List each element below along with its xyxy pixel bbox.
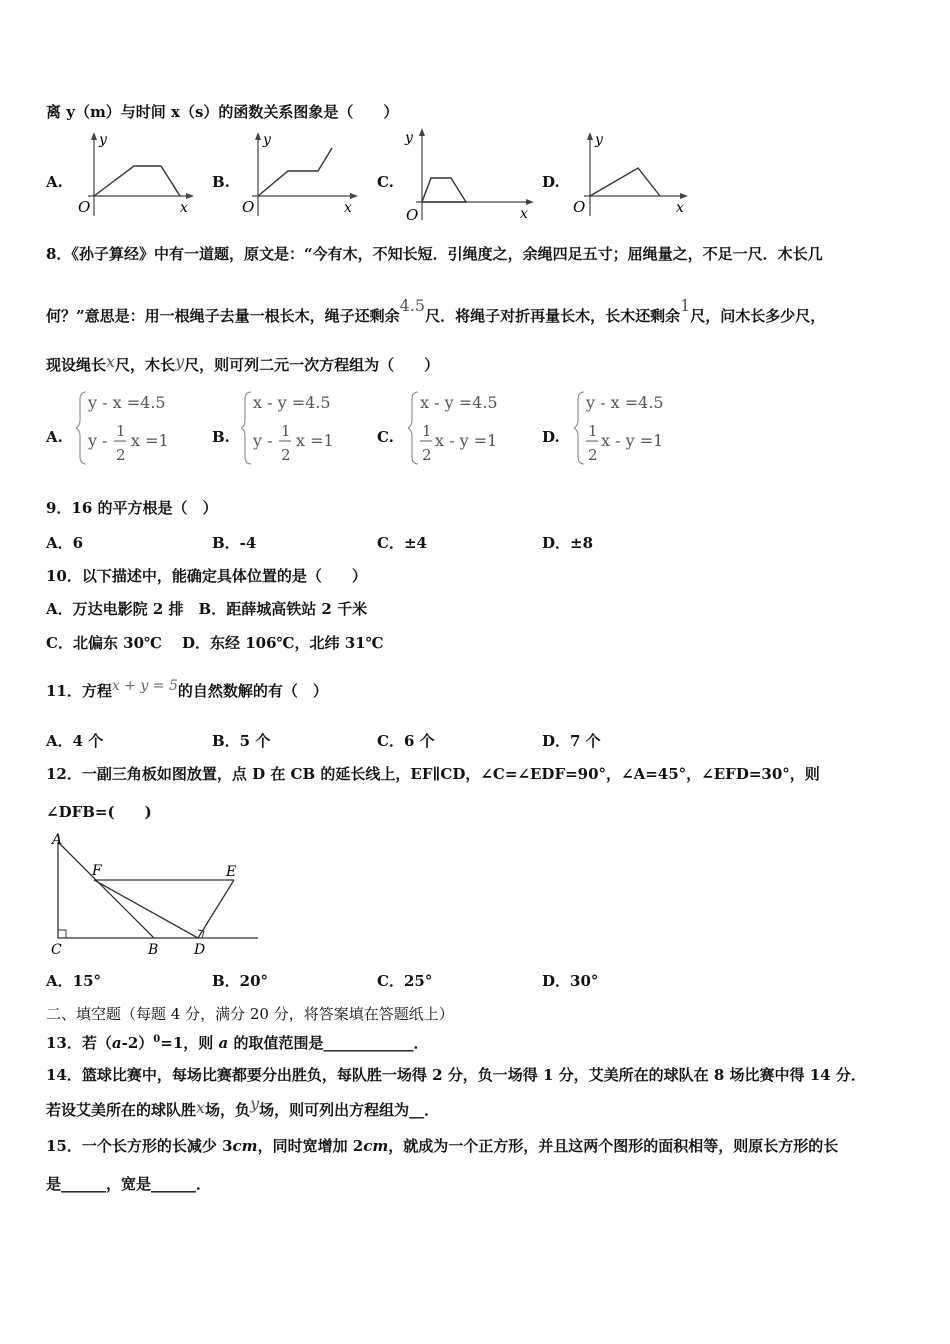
q7-c-x-label: x xyxy=(520,206,528,222)
q8-a-eq2a: y - xyxy=(88,431,108,450)
q9-option-b: B．-4 xyxy=(212,534,257,552)
q14-var-x: x xyxy=(196,1098,206,1117)
q8-d-frac-d: 2 xyxy=(588,446,598,464)
q12-option-b: B．20° xyxy=(212,972,269,990)
q14-line1: 14．篮球比赛中，每场比赛都要分出胜负，每队胜一场得 2 分，负一场得 1 分，艾美所在的球队在 8 场比赛中得 14 分． xyxy=(46,1066,866,1084)
q8-c-frac-n: 1 xyxy=(422,422,432,440)
q7-graph-d xyxy=(570,128,690,223)
q8-b-frac-d: 2 xyxy=(281,446,291,464)
q8-b-eq2b: x =1 xyxy=(296,431,334,450)
q12-line2: ∠DFB=( ) xyxy=(46,803,152,821)
q12-option-c: C．25° xyxy=(377,972,433,990)
q8-a-eq1: y - x =4.5 xyxy=(88,393,166,412)
q9-option-a: A．6 xyxy=(46,534,84,552)
q8-option-d-system xyxy=(574,388,694,468)
q11-equation: x + y = 5 xyxy=(111,678,178,694)
q14-line2: 若设艾美所在的球队胜x场，负y场，则可列出方程组为__． xyxy=(46,1094,440,1119)
q7-b-o-label: O xyxy=(242,198,255,216)
q12-label-a: A xyxy=(52,832,63,848)
q8-option-a-system xyxy=(76,388,196,468)
q7-option-b-label: B. xyxy=(212,173,230,191)
q8-d-eq1: y - x =4.5 xyxy=(586,393,664,412)
q8-option-c-label: C. xyxy=(377,428,394,446)
q8-var-x: x xyxy=(106,352,116,371)
q8-option-b-system xyxy=(241,388,361,468)
q12-option-a: A．15° xyxy=(46,972,102,990)
q11-stem: 11．方程x + y = 5的自然数解的有（ ） xyxy=(46,678,328,700)
q8-d-eq2b: x - y =1 xyxy=(601,431,664,450)
section-2-heading: 二、填空题（每题 4 分，满分 20 分，将答案填在答题纸上） xyxy=(46,1005,454,1023)
q12-option-d: D．30° xyxy=(542,972,599,990)
q9-stem: 9．16 的平方根是（ ） xyxy=(46,499,218,517)
q8-c-eq1: x - y =4.5 xyxy=(420,393,498,412)
q7-b-y-label: y xyxy=(263,132,271,148)
q10-option-c: C．北偏东 30℃ xyxy=(46,634,163,652)
q8-a-frac-n: 1 xyxy=(116,422,126,440)
q8-var-y: y xyxy=(175,352,185,371)
q7-a-y-label: y xyxy=(99,132,107,148)
q10-option-d: D．东经 106℃，北纬 31℃ xyxy=(182,634,384,652)
q12-label-e: E xyxy=(226,864,237,880)
q8-option-d-label: D. xyxy=(542,428,560,446)
q12-label-f: F xyxy=(92,863,102,879)
q11-option-a: A．4 个 xyxy=(46,732,104,750)
q13-stem: 13．若$(a-2)^0=1$，则 a 的取值范围是____________． xyxy=(46,1034,429,1052)
q8-a-eq2b: x =1 xyxy=(131,431,169,450)
q7-c-o-label: O xyxy=(406,206,419,224)
q7-graph-a xyxy=(76,128,196,223)
q7-b-x-label: x xyxy=(344,200,352,216)
q15-line2: 是______，宽是______． xyxy=(46,1175,212,1193)
q8-option-a-label: A. xyxy=(46,428,63,446)
q8-b-frac-n: 1 xyxy=(281,422,291,440)
q15-line1: 15．一个长方形的长减少 3cm，同时宽增加 2cm，就成为一个正方形，并且这两个图形的面积相等，则原长方形的长 xyxy=(46,1137,839,1155)
q11-option-c: C．6 个 xyxy=(377,732,435,750)
q7-stem-tail: 离 y（m）与时间 x（s）的函数关系图象是（ ） xyxy=(46,103,399,121)
q8-line1: 8．《孙子算经》中有一道题，原文是：“今有木，不知长短．引绳度之，余绳四足五寸；屈绳量之，不足一尺．木长几 xyxy=(46,245,823,263)
q12-line1: 12．一副三角板如图放置，点 D 在 CB 的延长线上，EF∥CD，∠C=∠EDF=90°，∠A=45°，∠EFD=30°，则 xyxy=(46,765,820,783)
q14-var-y: y xyxy=(250,1094,260,1113)
q12-label-d: D xyxy=(194,942,206,958)
q7-option-d-label: D. xyxy=(542,173,560,191)
q9-option-c: C．±4 xyxy=(377,534,427,552)
q7-graph-b xyxy=(240,128,360,223)
q7-d-x-label: x xyxy=(676,200,684,216)
q7-option-a-label: A. xyxy=(46,173,63,191)
q8-num-45: 4.5 xyxy=(399,296,426,315)
q11-option-b: B．5 个 xyxy=(212,732,271,750)
q8-option-c-system xyxy=(408,388,528,468)
q7-a-x-label: x xyxy=(180,200,188,216)
q8-b-eq1: x - y =4.5 xyxy=(253,393,331,412)
q12-label-b: B xyxy=(148,942,159,958)
q7-a-o-label: O xyxy=(78,198,91,216)
q9-option-d: D．±8 xyxy=(542,534,594,552)
q8-a-frac-d: 2 xyxy=(116,446,126,464)
q8-num-1: 1 xyxy=(680,296,691,315)
q8-c-frac-d: 2 xyxy=(422,446,432,464)
q8-option-b-label: B. xyxy=(212,428,230,446)
q7-c-y-label: y xyxy=(405,130,413,146)
q7-d-o-label: O xyxy=(573,198,586,216)
q11-option-d: D．7 个 xyxy=(542,732,601,750)
q10-options-ab: A．万达电影院 2 排 B．距薛城高铁站 2 千米 xyxy=(46,600,368,618)
q8-c-eq2b: x - y =1 xyxy=(435,431,498,450)
q8-d-frac-n: 1 xyxy=(588,422,598,440)
q8-line2: 何？”意思是：用一根绳子去量一根长木，绳子还剩余4.5尺．将绳子对折再量长木，长木还剩余1尺，问木长多少尺， xyxy=(46,296,826,325)
q8-line3: 现设绳长x尺，木长y尺，则可列二元一次方程组为（ ） xyxy=(46,352,440,374)
q7-d-y-label: y xyxy=(595,132,603,148)
q12-label-c: C xyxy=(51,942,62,958)
q7-option-c-label: C. xyxy=(377,173,394,191)
q8-b-eq2a: y - xyxy=(253,431,273,450)
q12-triangle-figure xyxy=(44,830,264,960)
q7-graph-c xyxy=(402,126,537,224)
q10-stem: 10．以下描述中，能确定具体位置的是（ ） xyxy=(46,567,367,585)
